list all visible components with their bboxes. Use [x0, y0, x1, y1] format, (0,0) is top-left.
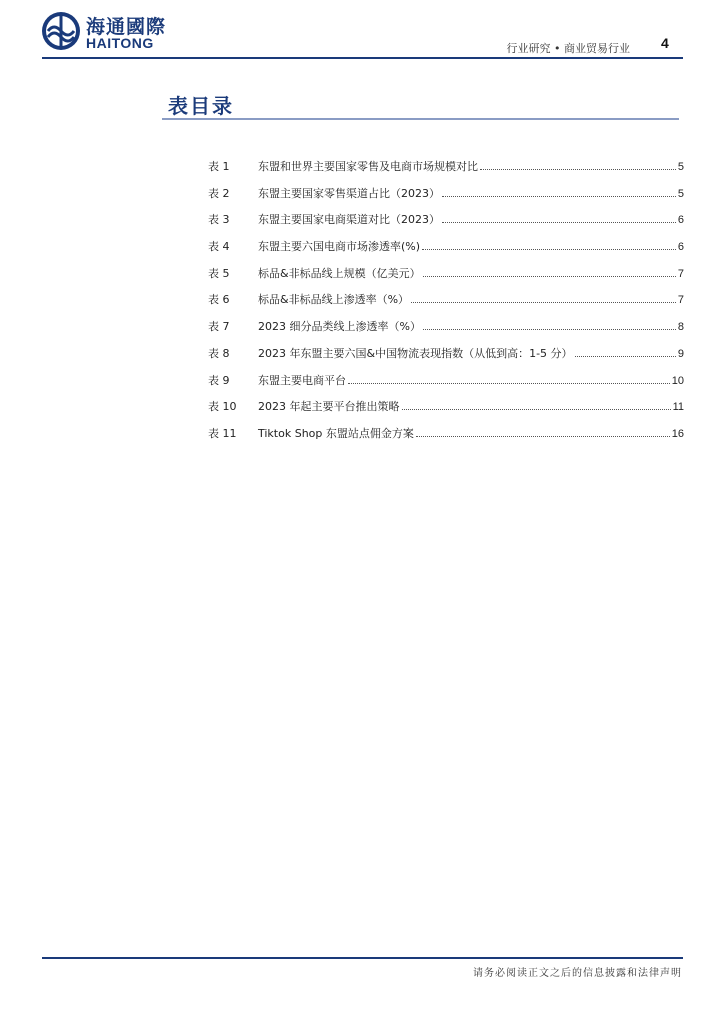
dot-leader	[348, 383, 670, 384]
toc-entry-label: 表 10	[208, 400, 237, 414]
haitong-logo-icon	[40, 10, 82, 52]
toc-entry-title[interactable]: 东盟和世界主要国家零售及电商市场规模对比	[258, 160, 478, 173]
toc-entry-title[interactable]: 标品&非标品线上规模（亿美元）	[258, 266, 421, 280]
toc-entry[interactable]	[208, 398, 684, 425]
toc-entry-title[interactable]: 标品&非标品线上渗透率（%）	[258, 293, 410, 307]
header-divider	[42, 57, 683, 59]
toc-entry-label: 表 3	[208, 213, 230, 227]
toc-entry-title[interactable]: 2023 年东盟主要六国&中国物流表现指数（从低到高：1-5 分）	[258, 346, 573, 360]
dot-leader	[423, 329, 676, 330]
toc-entry[interactable]	[208, 345, 684, 372]
toc-entry-label: 表 2	[208, 186, 230, 200]
toc-entry[interactable]	[208, 211, 684, 238]
dot-leader	[480, 169, 676, 170]
toc-entry-title[interactable]: Tiktok Shop 东盟站点佣金方案	[258, 426, 414, 440]
toc-entry[interactable]	[208, 158, 684, 185]
footer-divider	[42, 957, 683, 959]
dot-leader	[442, 222, 676, 223]
toc-entry-label: 表 1	[208, 160, 230, 173]
toc-entry-page[interactable]: 10	[671, 374, 684, 387]
toc-entry[interactable]	[208, 425, 684, 452]
toc-entry-page[interactable]: 9	[677, 347, 684, 360]
toc-entry-label: 表 5	[208, 266, 230, 280]
toc-entry-label: 表 9	[208, 373, 230, 387]
company-logo	[40, 10, 170, 52]
footer-disclaimer: 请务必阅读正文之后的信息披露和法律声明	[473, 968, 682, 979]
toc-entry-label: 表 11	[208, 426, 237, 440]
toc-entry-title[interactable]: 东盟主要电商平台	[258, 373, 346, 387]
toc-entry-page[interactable]: 7	[677, 294, 684, 307]
toc-entry-page[interactable]: 11	[672, 401, 684, 414]
toc-entry[interactable]	[208, 238, 684, 265]
toc-entry[interactable]	[208, 372, 684, 399]
toc-entry-title[interactable]: 2023 年起主要平台推出策略	[258, 400, 400, 414]
toc-entry-label: 表 7	[208, 320, 230, 334]
toc-title: 表目录	[168, 94, 234, 118]
logo-chinese-text: 海通國際	[86, 16, 167, 38]
dot-leader	[423, 276, 676, 277]
page-number: 4	[661, 35, 669, 51]
toc-entry[interactable]	[208, 265, 684, 292]
logo-english-text: HAITONG	[86, 35, 154, 51]
toc-entry[interactable]	[208, 291, 684, 318]
toc-entry-title[interactable]: 东盟主要国家零售渠道占比（2023）	[258, 186, 440, 200]
toc-entry-page[interactable]: 6	[677, 241, 684, 254]
dot-leader	[442, 196, 676, 197]
toc-title-divider	[162, 118, 679, 120]
toc-entry-title[interactable]: 东盟主要六国电商市场渗透率(%)	[258, 240, 421, 254]
toc-entry-label: 表 4	[208, 240, 230, 254]
dot-leader	[411, 302, 676, 303]
dot-leader	[422, 249, 676, 250]
toc-entry-page[interactable]: 5	[677, 187, 684, 200]
toc-entry-label: 表 8	[208, 346, 230, 360]
toc-entry-page[interactable]: 7	[677, 267, 684, 280]
toc-entry-page[interactable]: 8	[677, 321, 684, 334]
dot-leader	[575, 356, 676, 357]
dot-leader	[416, 436, 670, 437]
toc-entry-title[interactable]: 东盟主要国家电商渠道对比（2023）	[258, 213, 440, 227]
table-of-tables	[208, 158, 684, 452]
dot-leader	[402, 409, 671, 410]
toc-entry-page[interactable]: 5	[677, 161, 684, 173]
toc-entry-page[interactable]: 6	[677, 214, 684, 227]
toc-entry-label: 表 6	[208, 293, 230, 307]
report-section-label: 行业研究 • 商业贸易行业	[506, 42, 630, 55]
toc-entry-title[interactable]: 2023 细分品类线上渗透率（%）	[258, 320, 421, 334]
toc-entry[interactable]	[208, 185, 684, 212]
toc-entry[interactable]	[208, 318, 684, 345]
toc-entry-page[interactable]: 16	[671, 427, 684, 440]
